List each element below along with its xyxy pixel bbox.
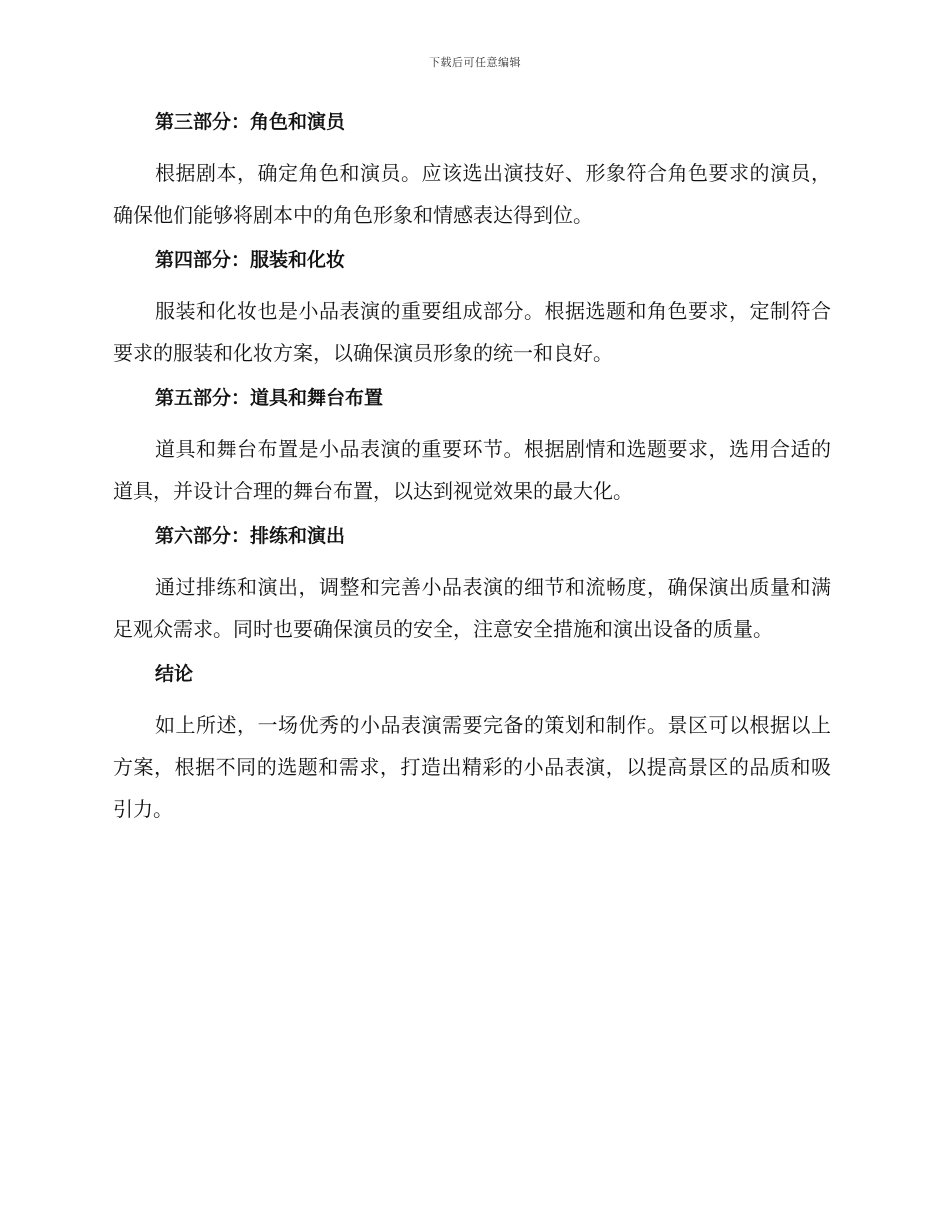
section-props-stage (113, 384, 831, 512)
section-costume-makeup (113, 246, 831, 374)
section-heading: 第五部分：道具和舞台布置 (155, 387, 384, 409)
section-heading: 第四部分：服装和化妆 (155, 249, 346, 271)
page-header: 下载后可任意编辑 (429, 56, 521, 69)
document-body (113, 108, 831, 840)
section-rehearsal-performance (113, 522, 831, 650)
section-paragraph: 道具和舞台布置是小品表演的重要环节。根据剧情和选题要求，选用合适的道具，并设计合理的舞台布置，以达到视觉效果的最大化。 (113, 437, 831, 503)
section-heading: 第三部分：角色和演员 (155, 111, 346, 133)
section-paragraph: 通过排练和演出，调整和完善小品表演的细节和流畅度，确保演出质量和满足观众需求。同时也要确保演员的安全，注意安全措施和演出设备的质量。 (113, 575, 831, 641)
section-heading: 第六部分：排练和演出 (155, 525, 346, 547)
section-heading: 结论 (155, 663, 194, 685)
section-roles (113, 108, 831, 236)
section-conclusion (113, 660, 831, 830)
section-paragraph: 服装和化妆也是小品表演的重要组成部分。根据选题和角色要求，定制符合要求的服装和化妆方案，以确保演员形象的统一和良好。 (113, 299, 831, 365)
section-paragraph: 根据剧本，确定角色和演员。应该选出演技好、形象符合角色要求的演员，确保他们能够将剧本中的角色形象和情感表达得到位。 (113, 161, 831, 227)
section-paragraph: 如上所述，一场优秀的小品表演需要完备的策划和制作。景区可以根据以上方案，根据不同的选题和需求，打造出精彩的小品表演，以提高景区的品质和吸引力。 (113, 713, 831, 821)
